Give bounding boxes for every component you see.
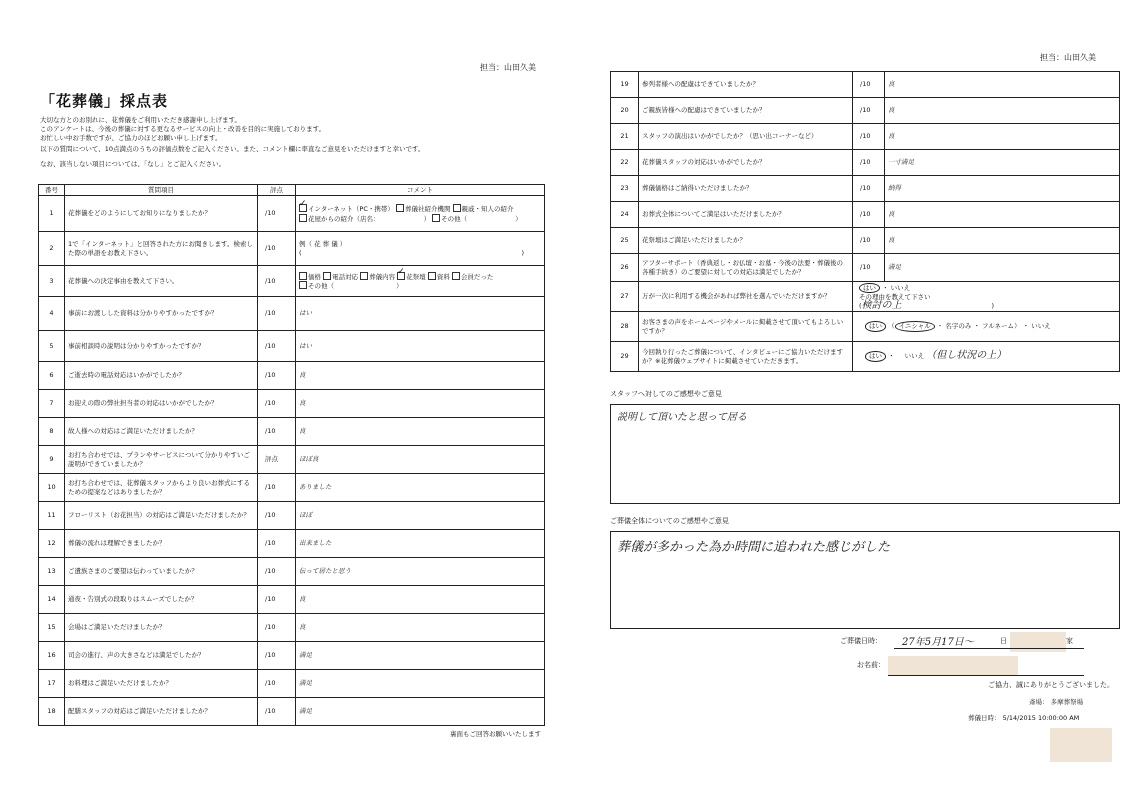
checkbox [453, 204, 461, 212]
staff-feedback-label: スタッフへ対してのご感想やご意見 [610, 390, 722, 398]
comment-cell: 納得 [885, 176, 1120, 202]
score-cell: /10 [258, 614, 296, 642]
option-label: その他（ [441, 214, 468, 223]
question-text: お葬式全体についてご満足はいただけましたか？ [639, 202, 853, 228]
option-label: 会員だった [460, 272, 494, 281]
table-row [39, 331, 545, 362]
underline [888, 675, 1084, 676]
name-label: お名前： [857, 661, 885, 669]
table-row [39, 446, 545, 474]
option-label: ） [396, 282, 403, 290]
score-cell: /10 [258, 297, 296, 331]
question-text: 司会の進行、声の大きさなどは満足でしたか？ [65, 642, 258, 670]
question-text: 今回執り行ったご葬儀について、インタビューにご協力いただけますか？※花葬儀ウェブサイトに掲載させていただきます。 [639, 342, 853, 372]
reason-text: 検討の上 [861, 299, 902, 311]
comment-cell: 良 [296, 586, 545, 614]
score-cell: /10 [258, 586, 296, 614]
table-row [39, 297, 545, 331]
comment-cell: 満足 [296, 642, 545, 670]
comment-cell: ありました [296, 474, 545, 502]
score-cell: /10 [853, 228, 885, 254]
score-cell: /10 [258, 266, 296, 297]
comment-cell: はい （ イニシャル ・ 名字のみ ・ フルネーム） ・ いいえ [853, 312, 1120, 342]
question-text: 万が一次に利用する機会があれば弊社を選んでいただけますか？ [639, 282, 853, 312]
comment-cell: 良 [885, 98, 1120, 124]
table-row [39, 232, 545, 266]
question-text: お迎えの際の弊社担当者の対応はいかがでしたか？ [65, 390, 258, 418]
separator: ・ [882, 283, 889, 292]
table-row [611, 342, 1120, 372]
table-row [611, 282, 1120, 312]
row-number: 14 [39, 586, 65, 614]
table-row [39, 362, 545, 390]
question-text: ご遺族さまのご要望は伝わっていましたか？ [65, 558, 258, 586]
checkbox [452, 272, 460, 280]
row-number: 20 [611, 98, 639, 124]
score-cell: /10 [258, 530, 296, 558]
keyword-example: 例（ 花 葬 儀 ） [299, 240, 347, 248]
answer-yes-circled: はい [865, 351, 886, 362]
survey-page-back [574, 0, 1148, 800]
score-cell: /10 [258, 331, 296, 362]
score-cell: /10 [258, 362, 296, 390]
table-row [39, 390, 545, 418]
option-label: 資料 [436, 272, 450, 281]
underline [894, 648, 1084, 649]
intro-line: 大切な方とのお別れに、花葬儀をご利用いただき感謝申し上げます。 [40, 116, 241, 124]
score-cell: /10 [258, 232, 296, 266]
intro-line: このアンケートは、今後の葬儀に対する更なるサービスの向上・改善を目的に実施しております。 [40, 125, 326, 133]
table-row [39, 670, 545, 698]
score-cell: /10 [853, 150, 885, 176]
separator: ・ [973, 322, 980, 331]
option-label: 名字のみ [945, 322, 972, 331]
separator: ・ [936, 322, 944, 331]
representative-label: 担当：山田久美 [1040, 53, 1096, 62]
question-text: 花祭壇はご満足いただけましたか？ [639, 228, 853, 254]
option-label: フルネーム [982, 322, 1015, 331]
comment-cell: はい [296, 331, 545, 362]
question-table-front [38, 184, 545, 726]
row-number: 11 [39, 502, 65, 530]
row-number: 8 [39, 418, 65, 446]
question-text: アフターサポート（香典返し・お仏壇・お墓・今後の法要・葬儀後の各種手続き）のご要望に対しての対応は満足でしたか？ [639, 254, 853, 282]
separator: ・ [888, 352, 895, 361]
table-row [611, 254, 1120, 282]
row-number: 24 [611, 202, 639, 228]
score-cell: /10 [258, 670, 296, 698]
question-text: お打ち合わせでは、花葬儀スタッフからより良いお葬式にするための提案などはありましたか？ [65, 474, 258, 502]
table-row [611, 176, 1120, 202]
question-text: スタッフの演出はいかがでしたか？（思い出コーナーなど） [639, 124, 853, 150]
option-label: 花祭壇 [406, 272, 426, 281]
table-row [39, 530, 545, 558]
checkbox [299, 281, 307, 289]
comment-cell: 一寸満足 [885, 150, 1120, 176]
comment-cell: 良 [296, 418, 545, 446]
row-number: 19 [611, 72, 639, 98]
option-label: 花屋からの紹介（店名： [308, 214, 380, 223]
intro-text [40, 116, 560, 169]
score-cell: 評点 [258, 446, 296, 474]
reason-label: その理由を教えて下さい [859, 293, 931, 302]
table-row [39, 586, 545, 614]
score-cell: /10 [258, 390, 296, 418]
score-cell: /10 [853, 98, 885, 124]
score-cell: /10 [258, 196, 296, 232]
comment-cell [296, 196, 545, 232]
comment-cell: 良 [296, 614, 545, 642]
row-number: 6 [39, 362, 65, 390]
intro-line: なお、該当しない項目については、「なし」とご記入ください。 [40, 160, 226, 168]
comment-cell: 伝って居たと思う [296, 558, 545, 586]
footer-note: 裏面もご回答お願いいたします [450, 730, 541, 738]
table-row [611, 228, 1120, 254]
score-cell: /10 [258, 642, 296, 670]
redaction-block [1010, 632, 1066, 652]
row-number: 29 [611, 342, 639, 372]
header-comment: コメント [296, 185, 545, 196]
funeral-time-text: 葬儀日時： 5/14/2015 10:00:00 AM [968, 714, 1080, 722]
question-text: 葬儀価格はご納得いただけましたか？ [639, 176, 853, 202]
score-cell: /10 [258, 558, 296, 586]
question-text: 花葬儀をどのようにしてお知りになりましたか？ [65, 196, 258, 232]
row-number: 5 [39, 331, 65, 362]
table-row [39, 474, 545, 502]
table-row [39, 418, 545, 446]
question-text: 事前にお渡しした資料は分かりやすかったですか？ [65, 297, 258, 331]
score-cell: /10 [258, 418, 296, 446]
row-number: 25 [611, 228, 639, 254]
question-text: フローリスト（お花担当）の対応はご満足いただけましたか？ [65, 502, 258, 530]
funeral-date-day: 日 [1000, 637, 1007, 645]
question-text: 通夜・告別式の段取りはスムーズでしたか？ [65, 586, 258, 614]
overall-feedback-label: ご葬儀全体についてのご感想やご意見 [610, 517, 729, 525]
table-row [39, 698, 545, 726]
interview-note: （但し状況の上） [926, 350, 1007, 362]
row-number: 21 [611, 124, 639, 150]
option-label: 親戚・知人の紹介 [461, 205, 514, 213]
venue-text: 斎場： 多摩葬祭場 [1029, 698, 1084, 706]
score-cell: /10 [258, 698, 296, 726]
row-number: 2 [39, 232, 65, 266]
row-number: 18 [39, 698, 65, 726]
redaction-block [888, 656, 1018, 676]
row-number: 16 [39, 642, 65, 670]
option-label: その他（ [308, 282, 334, 290]
question-text: お料理はご満足いただけましたか？ [65, 670, 258, 698]
comment-cell: 満足 [296, 670, 545, 698]
row-number: 9 [39, 446, 65, 474]
score-cell: /10 [853, 72, 885, 98]
separator: ・ [1022, 322, 1030, 331]
comment-cell: 出来ました [296, 530, 545, 558]
table-row [611, 202, 1120, 228]
question-text: 1で「インターネット」と回答された方にお聞きします。検索した際の単語をお教え下さい。 [65, 232, 258, 266]
question-text: 故人様への対応はご満足いただけましたか？ [65, 418, 258, 446]
redaction-block [1050, 728, 1112, 762]
overall-feedback-text: 葬儀が多かった為か時間に追われた感じがした [617, 540, 891, 555]
answer-no: いいえ [890, 283, 911, 292]
comment-cell: ほぼ [296, 502, 545, 530]
question-text: 事前相談時の説明は分かりやすかったですか？ [65, 331, 258, 362]
comment-cell: 良 [296, 362, 545, 390]
table-row [39, 642, 545, 670]
question-text: ご逝去時の電話対応はいかがでしたか？ [65, 362, 258, 390]
table-row [611, 72, 1120, 98]
row-number: 1 [39, 196, 65, 232]
question-text: 花葬儀への決定事由を教えて下さい。 [65, 266, 258, 297]
question-text: 会場はご満足いただけましたか？ [65, 614, 258, 642]
comment-cell [853, 342, 1120, 372]
checkbox-checked: ✓ [397, 272, 405, 280]
option-label: ） [423, 214, 431, 223]
table-row [39, 502, 545, 530]
question-text: 参列者様への配慮はできていましたか？ [639, 72, 853, 98]
row-number: 27 [611, 282, 639, 312]
intro-line: お忙しい中お手数ですが、ご協力のほどお願い申し上げます。 [40, 134, 222, 142]
score-cell: /10 [853, 202, 885, 228]
overall-feedback-box [610, 531, 1120, 629]
comment-cell: 満足 [296, 698, 545, 726]
row-number: 23 [611, 176, 639, 202]
header-score: 評点 [258, 185, 296, 196]
option-label: 葬儀内容 [369, 272, 396, 281]
family-suffix: 家 [1066, 637, 1073, 645]
staff-feedback-box [610, 404, 1120, 504]
thanks-text: ご協力、誠にありがとうございました。 [988, 681, 1114, 689]
question-text: ご親族皆様への配慮はできていましたか？ [639, 98, 853, 124]
row-number: 10 [39, 474, 65, 502]
page-title: 「花葬儀」採点表 [40, 92, 169, 110]
checkbox [323, 272, 331, 280]
option-label: 価格 [308, 272, 321, 281]
checkbox [360, 272, 368, 280]
checkbox [396, 204, 404, 212]
score-cell: /10 [258, 474, 296, 502]
row-number: 15 [39, 614, 65, 642]
comment-cell: ほぼ良 [296, 446, 545, 474]
header-no: 番号 [39, 185, 65, 196]
row-number: 28 [611, 312, 639, 342]
table-row [611, 124, 1120, 150]
checkbox [428, 272, 436, 280]
score-cell: /10 [258, 502, 296, 530]
comment-cell: 例（ 花 葬 儀 ） ( ) [296, 232, 545, 266]
comment-cell: はい [296, 297, 545, 331]
table-row [39, 266, 545, 297]
row-number: 26 [611, 254, 639, 282]
row-number: 13 [39, 558, 65, 586]
row-number: 3 [39, 266, 65, 297]
comment-cell [296, 266, 545, 297]
table-row [39, 558, 545, 586]
row-number: 12 [39, 530, 65, 558]
answer-yes-circled: はい [865, 321, 886, 332]
answer-yes-circled: はい [859, 283, 880, 294]
initial-option-circled: イニシャル [895, 321, 935, 332]
comment-cell: 良 [296, 390, 545, 418]
option-label: 葬儀社紹介機関 [404, 205, 451, 213]
question-text: 葬儀の流れは理解できましたか？ [65, 530, 258, 558]
question-table-back [610, 71, 1120, 372]
row-number: 17 [39, 670, 65, 698]
answer-no: いいえ [1031, 322, 1051, 331]
option-label: インターネット（PC・携帯） [308, 205, 394, 213]
comment-cell: はい ・ いいえ その理由を教えて下さい (検討の上 ) [853, 282, 1120, 312]
row-number: 22 [611, 150, 639, 176]
option-label: 電話対応 [332, 272, 359, 281]
question-text: お打ち合わせでは、プランやサービスについて分かりやすいご説明ができていましたか？ [65, 446, 258, 474]
option-label: ） [515, 214, 522, 223]
score-cell: /10 [853, 176, 885, 202]
question-text: 花葬儀スタッフの対応はいかがでしたか？ [639, 150, 853, 176]
comment-cell: 良 [885, 72, 1120, 98]
score-cell: /10 [853, 254, 885, 282]
comment-cell: 良 [885, 124, 1120, 150]
intro-line: 以下の質問について、10点満点のうちの評価点数をご記入ください。また、コメント欄に率直なご意見をいただけますと幸いです。 [40, 145, 425, 153]
comment-cell: 満足 [885, 254, 1120, 282]
score-cell: /10 [853, 124, 885, 150]
question-text: お客さまの声をホームページやメールに掲載させて頂いてもよろしいですか？ [639, 312, 853, 342]
table-row [611, 312, 1120, 342]
checkbox-checked: ✓ [299, 204, 307, 212]
staff-feedback-text: 説明して頂いたと思って居る [617, 412, 747, 423]
comment-cell: 良 [885, 228, 1120, 254]
checkbox [299, 272, 307, 280]
checkbox [299, 214, 307, 222]
row-number: 4 [39, 297, 65, 331]
table-row [39, 614, 545, 642]
comment-cell: 良 [885, 202, 1120, 228]
row-number: 7 [39, 390, 65, 418]
funeral-date-label: ご葬儀日時： [840, 637, 882, 645]
table-row [611, 150, 1120, 176]
checkbox [432, 214, 440, 222]
question-text: 配膳スタッフの対応はご満足いただけましたか？ [65, 698, 258, 726]
header-question: 質問項目 [65, 185, 258, 196]
funeral-date-value: 27年5月17日～ [902, 637, 974, 648]
answer-no: いいえ [904, 352, 925, 361]
table-row [611, 98, 1120, 124]
table-row [39, 196, 545, 232]
representative-label: 担当：山田久美 [480, 63, 536, 72]
